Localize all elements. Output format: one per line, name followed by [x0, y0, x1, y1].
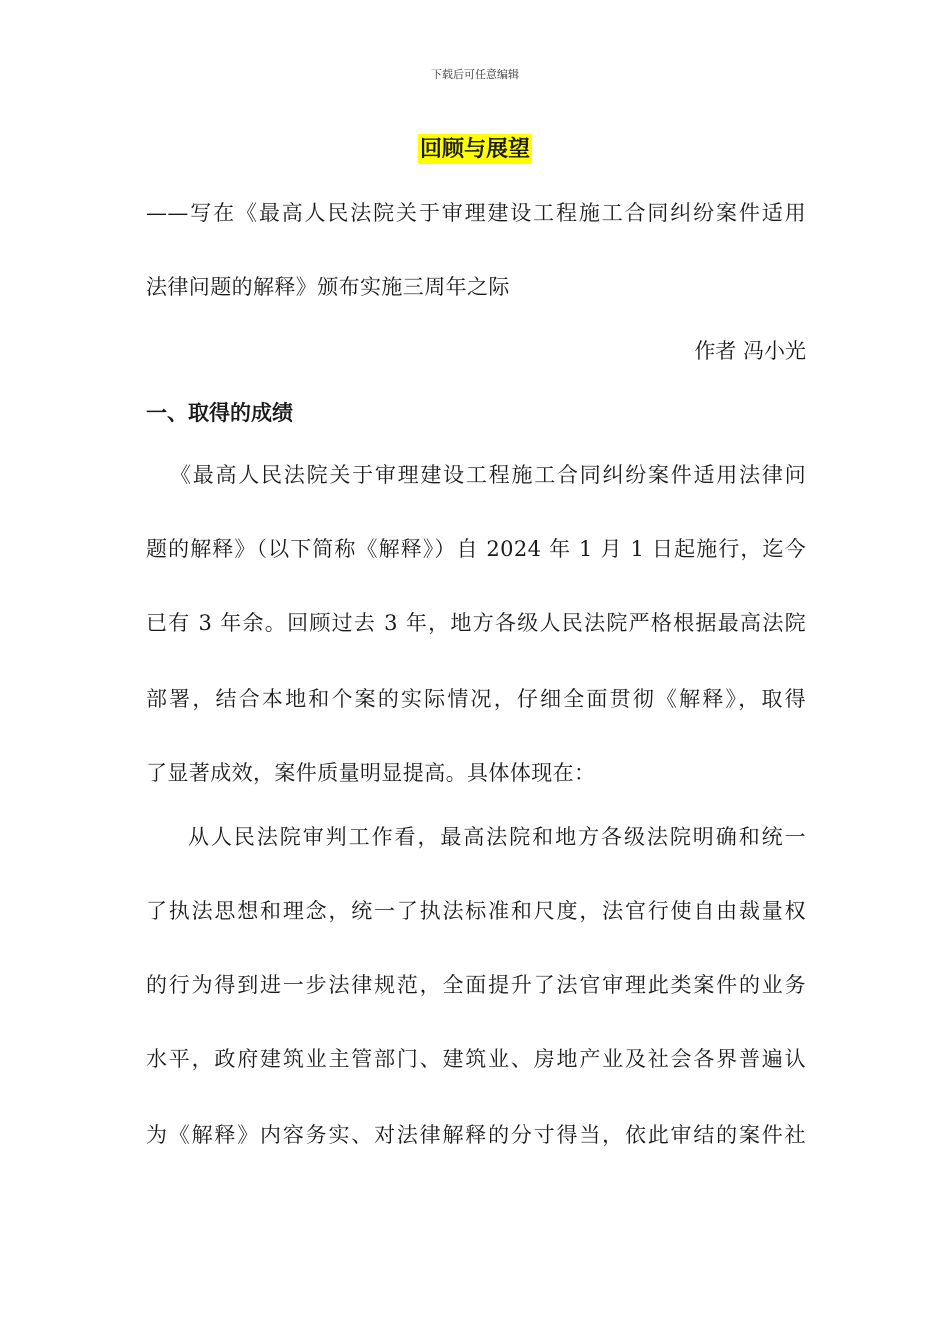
subtitle-line-1: ——写在《最高人民法院关于审理建设工程施工合同纠纷案件适用	[146, 201, 806, 225]
subtitle-line-2: 法律问题的解释》颁布实施三周年之际	[146, 275, 510, 299]
paragraph-1-line: 已有 3 年余。回顾过去 3 年，地方各级人民法院严格根据最高法院	[146, 611, 806, 635]
paragraph-2-line: 为《解释》内容务实、对法律解释的分寸得当，依此审结的案件社	[146, 1123, 806, 1147]
title-container	[0, 134, 950, 164]
paragraph-1-line: 题的解释》（以下简称《解释》）自 2024 年 1 月 1 日起施行，迄今	[146, 537, 806, 561]
header-note: 下载后可任意编辑	[431, 68, 519, 81]
section-heading: 一、取得的成绩	[146, 400, 293, 425]
paragraph-2-line: 了执法思想和理念，统一了执法标准和尺度，法官行使自由裁量权	[146, 899, 806, 923]
author-line: 作者 冯小光	[694, 339, 806, 363]
paragraph-1-line: 了显著成效，案件质量明显提高。具体体现在：	[146, 761, 596, 785]
paragraph-2-line: 从人民法院审判工作看，最高法院和地方各级法院明确和统一	[188, 825, 806, 849]
paragraph-2-line: 水平，政府建筑业主管部门、建筑业、房地产业及社会各界普遍认	[146, 1047, 806, 1071]
paragraph-2-line: 的行为得到进一步法律规范，全面提升了法官审理此类案件的业务	[146, 973, 806, 997]
document-title: 回顾与展望	[419, 136, 530, 162]
paragraph-1-line: 部署，结合本地和个案的实际情况，仔细全面贯彻《解释》，取得	[146, 687, 806, 711]
paragraph-1-line: 《最高人民法院关于审理建设工程施工合同纠纷案件适用法律问	[170, 463, 806, 487]
